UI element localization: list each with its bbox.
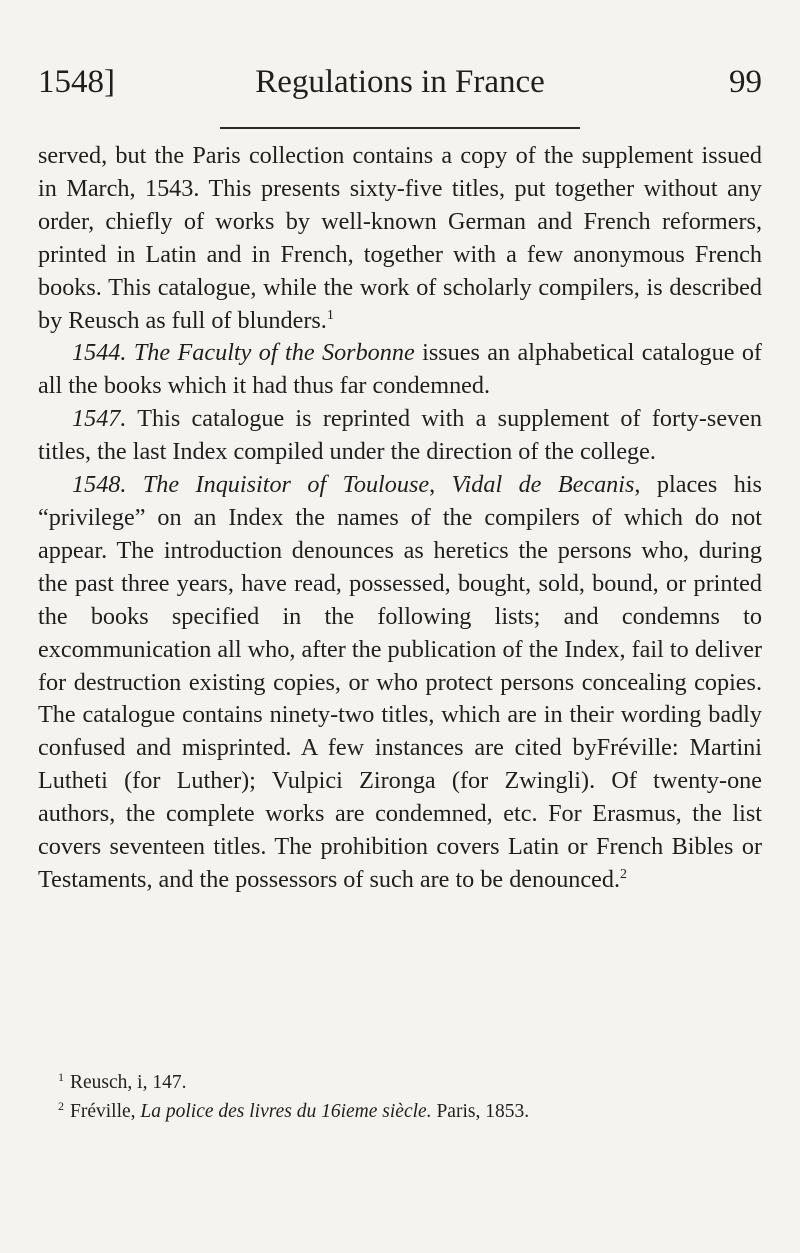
footnote-1-mark: 1 — [58, 1069, 64, 1084]
paragraph-1 — [38, 140, 762, 337]
footnote-ref-1: 1 — [326, 307, 334, 323]
sorbonne-faculty: The Faculty of the Sorbonne — [133, 339, 415, 367]
running-head — [38, 64, 762, 124]
paragraph-1-text: served, but the Paris collection contains a copy of the supplement issued in March, 1543. This presents sixty-five titles, put together without any order, chiefly of works by well-known German and French reformers, printed in Latin and in French, together with a few anonymous French books. This catalogue, while the work of scholarly compilers, is described by Reusch as full of blunders. — [38, 142, 762, 334]
footnote-1 — [38, 1068, 762, 1097]
paragraph-1548-text: , places his “privilege” on an Index the names of the compilers of which do not appear. The introduction denounces as heretics the persons who, during the past three years, have read, possessed, bought, sold, bound, or printed the books specified in the following lists; and condemns to excommunication all who, after the publication of the Index, fail to deliver for destruction existing copies, or who protect persons concealing copies. The catalogue contains ninety-two titles, which are in their wording badly confused and misprinted. A few instances are cited byFréville: Martini Lutheti (for Luther); Vulpici Zironga (for Zwingli). Of twenty-one authors, the complete works are condemned, etc. For Erasmus, the list covers seventeen titles. The prohibition covers Latin or French Bibles or Testaments, and the possessors of such are to be denounced. — [38, 471, 762, 893]
book-page — [38, 0, 762, 1253]
year-1548: 1548. — [72, 471, 127, 499]
running-head-title: Regulations in France — [255, 64, 545, 100]
footnotes — [38, 1068, 762, 1126]
inquisitor-toulouse: The Inquisitor of Toulouse — [142, 471, 430, 499]
paragraph-1547-text: This catalogue is reprinted with a supplement of forty-seven titles, the last Index compiled under the direction of the college. — [38, 405, 762, 466]
footnote-2-mark: 2 — [58, 1098, 64, 1113]
footnote-ref-2: 2 — [620, 866, 628, 882]
header-rule — [220, 127, 580, 129]
footnote-2-author: Fréville, — [70, 1101, 141, 1122]
paragraph-1544 — [38, 337, 762, 403]
footnote-1-text: Reusch, i, 147. — [70, 1072, 187, 1093]
paragraph-1544-text: issues an alphabetical catalogue of all the books which it had thus far condemned. — [38, 339, 762, 400]
vidal-de-becanis: Vidal de Becanis — [451, 471, 635, 499]
page-number: 99 — [729, 64, 762, 100]
year-1544: 1544. — [72, 339, 127, 367]
footnote-2-title: La police des livres du 16ieme siècle. — [140, 1101, 432, 1122]
comma: , — [429, 471, 452, 499]
paragraph-1548 — [38, 469, 762, 897]
body-text — [38, 140, 762, 897]
year-1547: 1547. — [72, 405, 127, 433]
paragraph-1547 — [38, 403, 762, 469]
running-head-year: 1548] — [38, 64, 115, 100]
footnote-2 — [38, 1097, 762, 1126]
footnote-2-imprint: Paris, 1853. — [431, 1101, 530, 1122]
